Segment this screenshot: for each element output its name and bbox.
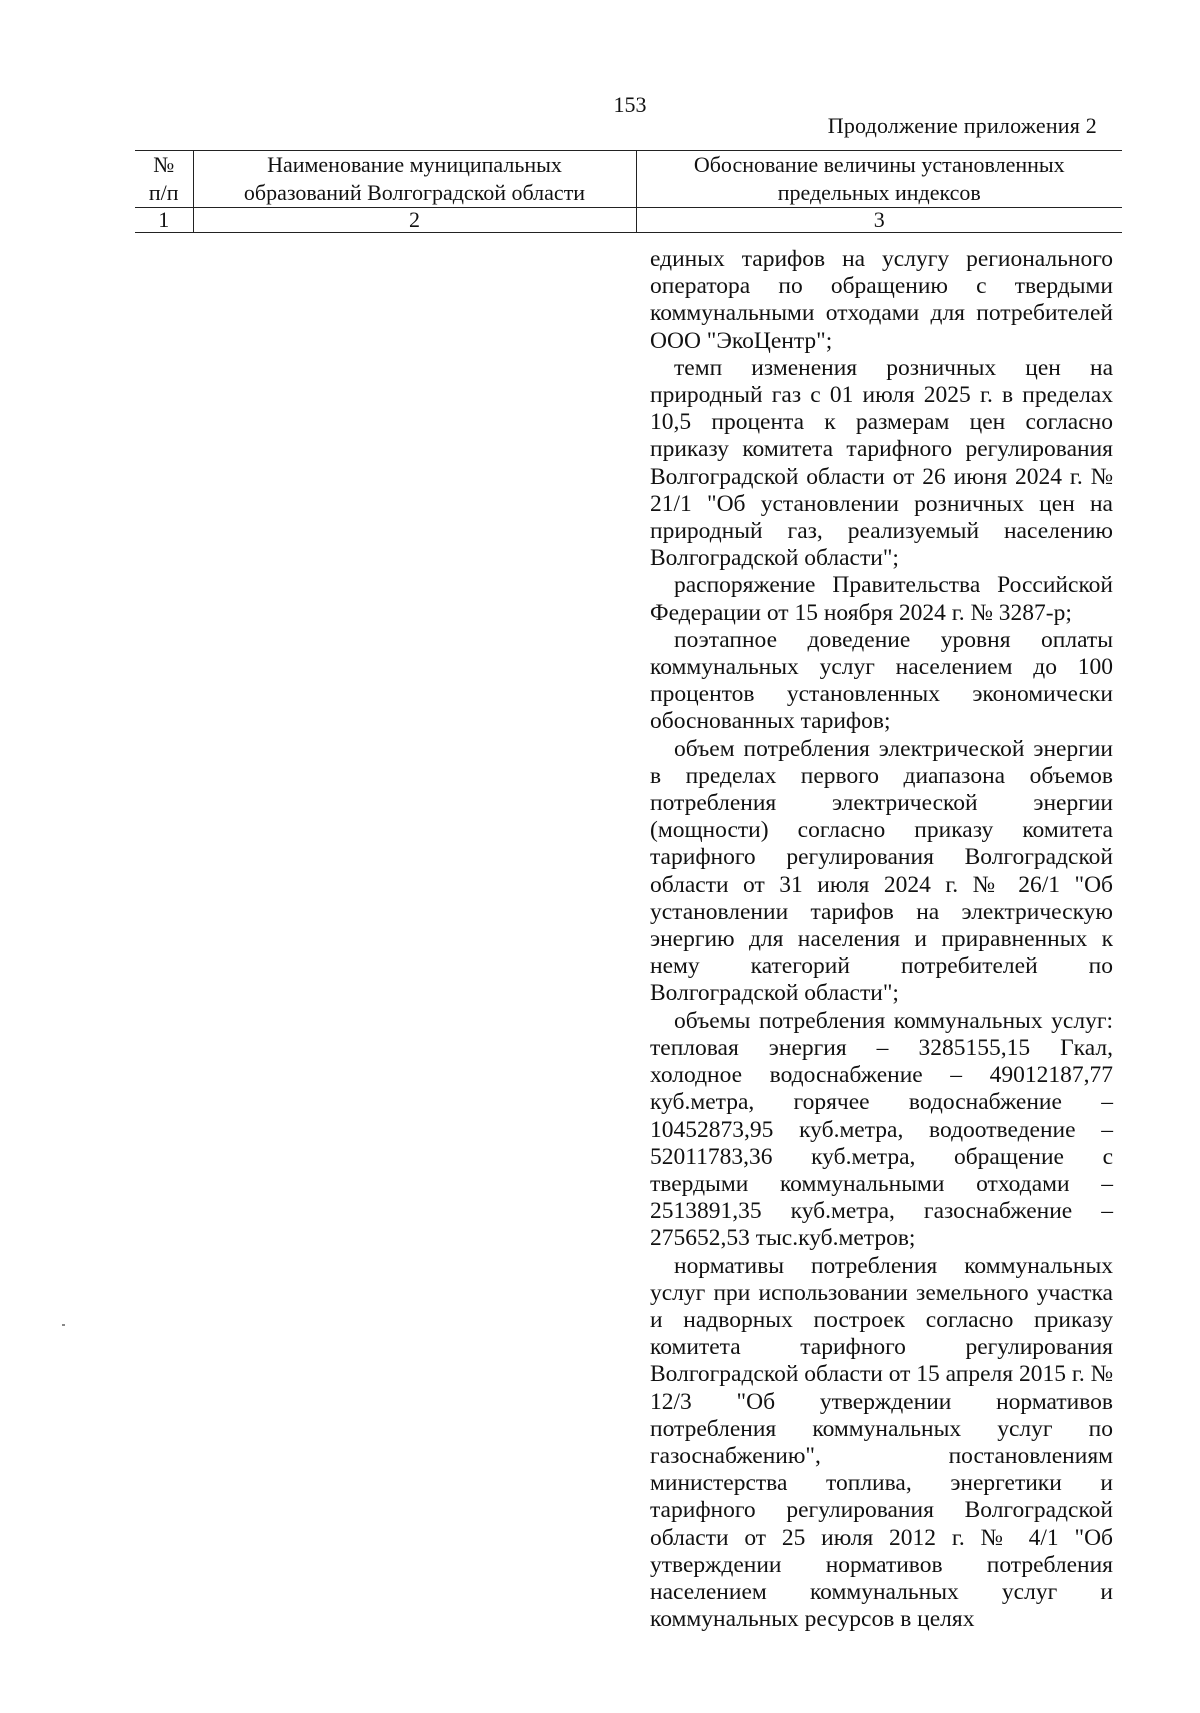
paragraph: объемы потребления коммунальных услуг: тепловая энергия – 3285155,15 Гкал, холодное водоснабжение – 49012187,77 куб.метра, горячее водоснабжение – 10452873,95 куб.метра, водоотведение – 52011783,36 куб.метра, обращение с твердыми коммунальными отходами – 2513891,35 куб.метра, газоснабжение – 275652,53 тыс.куб.метров; <box>650 1007 1113 1252</box>
column-number-3: 3 <box>636 208 1122 233</box>
appendix-continuation-label: Продолжение приложения 2 <box>827 113 1097 138</box>
paragraph: поэтапное доведение уровня оплаты коммунальных услуг населением до 100 процентов установленных экономически обоснованных тарифов; <box>650 626 1113 735</box>
table-column-numbers-row <box>135 208 1122 233</box>
header-table <box>135 150 1122 233</box>
table-header-row <box>135 151 1122 208</box>
paragraph: темп изменения розничных цен на природный газ с 01 июля 2025 г. в пределах 10,5 процента к размерам цен согласно приказу комитета тарифного регулирования Волгоградской области от 26 июня 2024 г. № 21/1 "Об установлении розничных цен на природный газ, реализуемый населению Волгоградской области"; <box>650 354 1113 572</box>
column-header-justification: Обоснование величины установленных предельных индексов <box>636 151 1122 208</box>
justification-text <box>650 246 1113 1633</box>
column-header-municipality: Наименование муниципальных образований Волгоградской области <box>193 151 636 208</box>
column-number-1: 1 <box>135 208 193 233</box>
scan-artifact <box>62 1324 65 1326</box>
paragraph: распоряжение Правительства Российской Федерации от 15 ноября 2024 г. № 3287-р; <box>650 572 1113 626</box>
page-number: 153 <box>613 92 647 117</box>
paragraph: единых тарифов на услугу регионального оператора по обращению с твердыми коммунальными отходами для потребителей ООО "ЭкоЦентр"; <box>650 246 1113 354</box>
column-header-number: № п/п <box>135 151 193 208</box>
header-table-wrapper <box>135 150 1122 233</box>
column-number-2: 2 <box>193 208 636 233</box>
paragraph: объем потребления электрической энергии в пределах первого диапазона объемов потребления электрической энергии (мощности) согласно приказу комитета тарифного регулирования Волгоградской области от 31 июля 2024 г. № 26/1 "Об установлении тарифов на электрическую энергию для населения и приравненных к нему категорий потребителей по Волгоградской области"; <box>650 735 1113 1007</box>
paragraph: нормативы потребления коммунальных услуг при использовании земельного участка и надворных построек согласно приказу комитета тарифного регулирования Волгоградской области от 15 апреля 2015 г. № 12/3 "Об утверждении нормативов потребления коммунальных услуг по газоснабжению", постановлениям министерства топлива, энергетики и тарифного регулирования Волгоградской области от 25 июля 2012 г. № 4/1 "Об утверждении нормативов потребления населением коммунальных услуг и коммунальных ресурсов в целях <box>650 1252 1113 1633</box>
